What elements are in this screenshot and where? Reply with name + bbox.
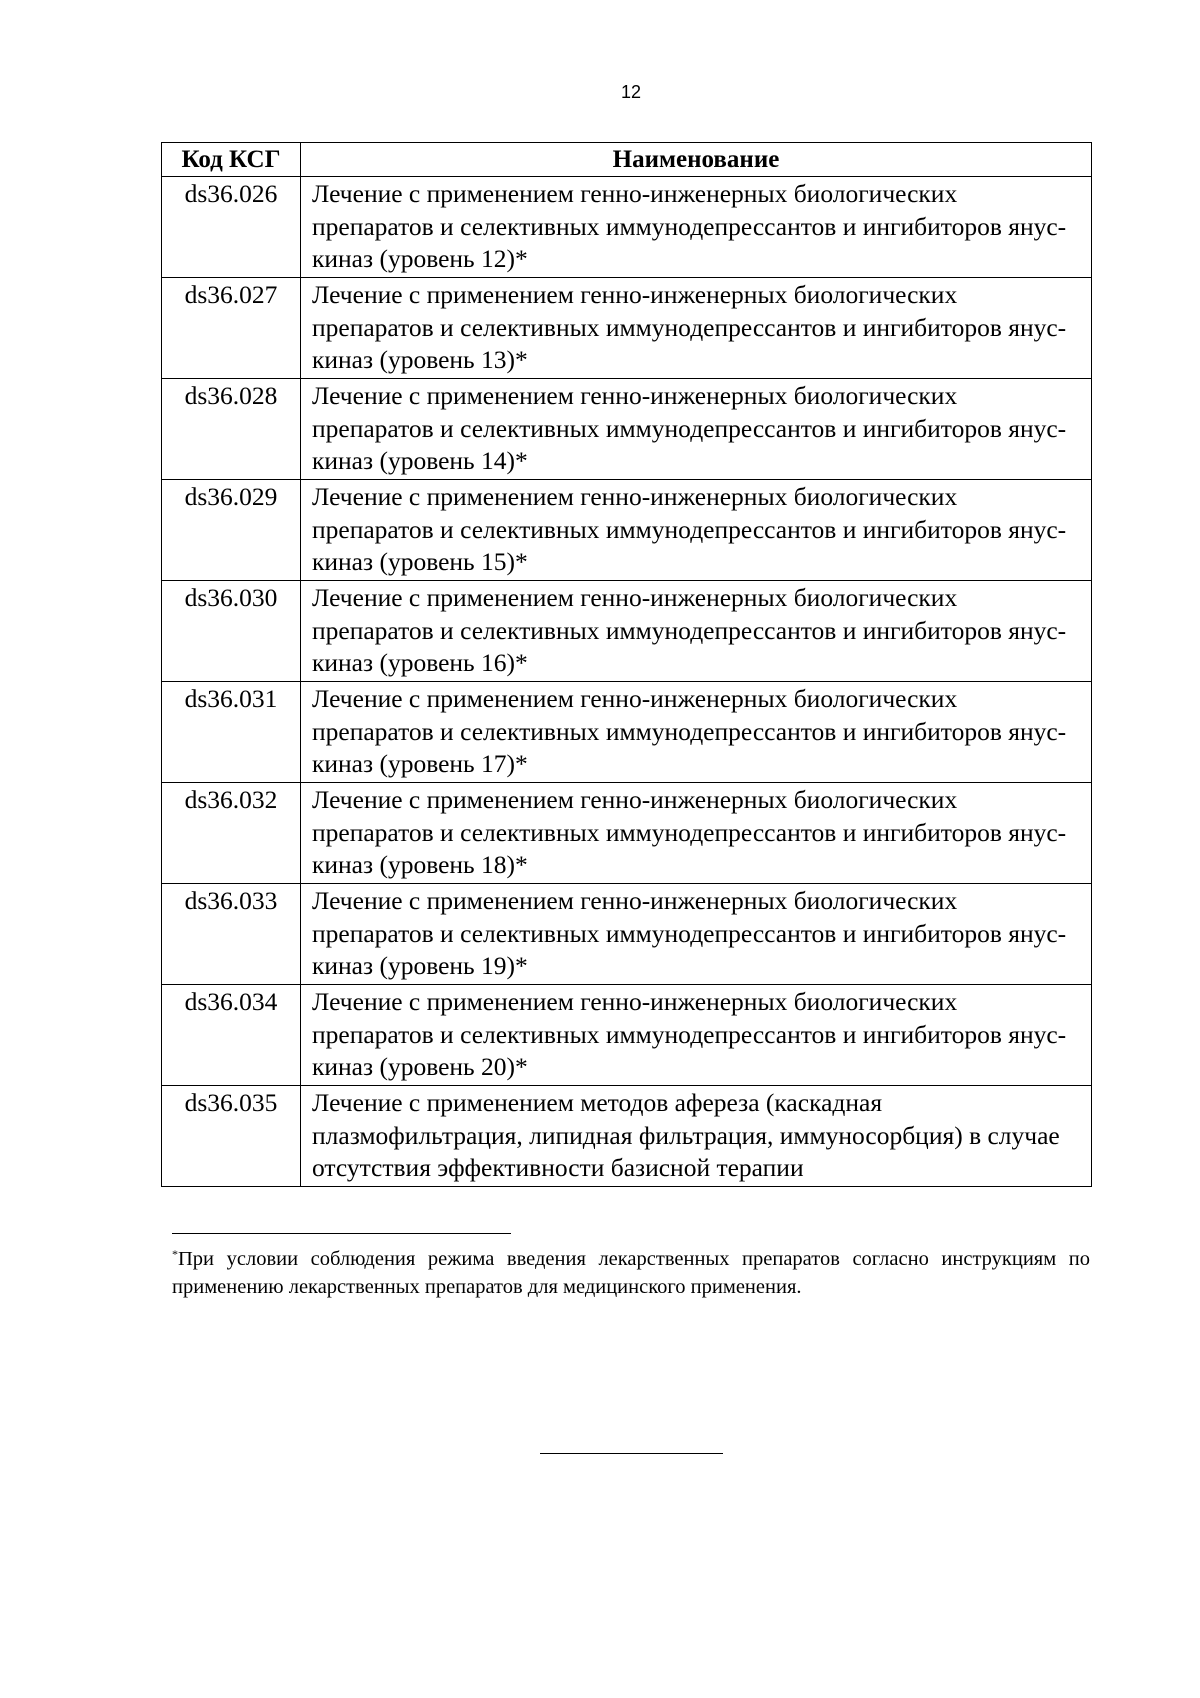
ksg-table — [161, 142, 1092, 1187]
table-row — [162, 783, 1092, 884]
ksg-name: Лечение с применением генно-инженерных биологических препаратов и селективных иммунодепрессантов и ингибиторов янус-киназ (уровень 12)* — [301, 177, 1092, 278]
ksg-code: ds36.035 — [162, 1086, 301, 1187]
end-of-document-line — [540, 1453, 723, 1454]
ksg-name: Лечение с применением генно-инженерных биологических препаратов и селективных иммунодепрессантов и ингибиторов янус-киназ (уровень 13)* — [301, 278, 1092, 379]
ksg-name: Лечение с применением методов афереза (каскадная плазмофильтрация, липидная фильтрация, иммуносорбция) в случае отсутствия эффективности базисной терапии — [301, 1086, 1092, 1187]
table-row — [162, 177, 1092, 278]
table-row — [162, 884, 1092, 985]
ksg-code: ds36.026 — [162, 177, 301, 278]
ksg-name: Лечение с применением генно-инженерных биологических препаратов и селективных иммунодепрессантов и ингибиторов янус-киназ (уровень 18)* — [301, 783, 1092, 884]
footnote-marker: * — [172, 1247, 178, 1261]
table-header-row — [162, 143, 1092, 177]
ksg-code: ds36.033 — [162, 884, 301, 985]
footnote-text: При условии соблюдения режима введения лекарственных препаратов согласно инструкциям по применению лекарственных препаратов для медицинского применения. — [172, 1248, 1090, 1298]
table-row — [162, 379, 1092, 480]
table-row — [162, 682, 1092, 783]
ksg-code: ds36.029 — [162, 480, 301, 581]
ksg-name: Лечение с применением генно-инженерных биологических препаратов и селективных иммунодепрессантов и ингибиторов янус-киназ (уровень 19)* — [301, 884, 1092, 985]
table-row — [162, 581, 1092, 682]
ksg-name: Лечение с применением генно-инженерных биологических препаратов и селективных иммунодепрессантов и ингибиторов янус-киназ (уровень 17)* — [301, 682, 1092, 783]
ksg-code: ds36.032 — [162, 783, 301, 884]
ksg-name: Лечение с применением генно-инженерных биологических препаратов и селективных иммунодепрессантов и ингибиторов янус-киназ (уровень 15)* — [301, 480, 1092, 581]
header-name: Наименование — [301, 143, 1092, 177]
ksg-name: Лечение с применением генно-инженерных биологических препаратов и селективных иммунодепрессантов и ингибиторов янус-киназ (уровень 16)* — [301, 581, 1092, 682]
footnote — [172, 1240, 1090, 1301]
ksg-name: Лечение с применением генно-инженерных биологических препаратов и селективных иммунодепрессантов и ингибиторов янус-киназ (уровень 14)* — [301, 379, 1092, 480]
table-row — [162, 1086, 1092, 1187]
ksg-name: Лечение с применением генно-инженерных биологических препаратов и селективных иммунодепрессантов и ингибиторов янус-киназ (уровень 20)* — [301, 985, 1092, 1086]
header-code: Код КСГ — [162, 143, 301, 177]
ksg-code: ds36.028 — [162, 379, 301, 480]
ksg-code: ds36.034 — [162, 985, 301, 1086]
footnote-separator — [172, 1233, 511, 1234]
table-row — [162, 278, 1092, 379]
table-row — [162, 985, 1092, 1086]
ksg-code: ds36.031 — [162, 682, 301, 783]
ksg-code: ds36.030 — [162, 581, 301, 682]
page-number: 12 — [620, 82, 642, 102]
ksg-code: ds36.027 — [162, 278, 301, 379]
table-row — [162, 480, 1092, 581]
